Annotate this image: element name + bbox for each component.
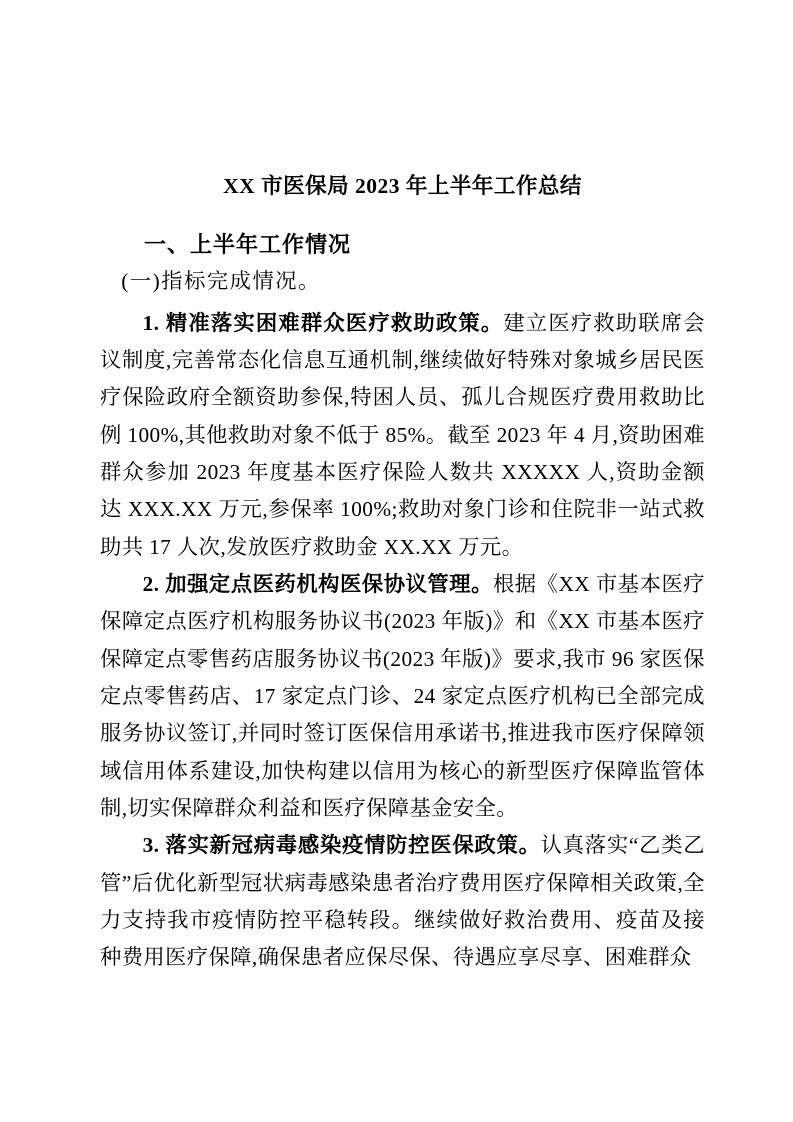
subsection-heading: (一)指标完成情况。: [121, 269, 321, 294]
paragraph-2: [100, 566, 705, 827]
paragraph-1: [100, 305, 705, 566]
paragraph-2-lead: 2. 加强定点医药机构医保协议管理。: [142, 571, 493, 596]
paragraph-1-body: 建立医疗救助联席会议制度,完善常态化信息互通机制,继续做好特殊对象城乡居民医疗保险政府全额资助参保,特困人员、孤儿合规医疗费用救助比例 100%,其他救助对象不低于 85%。截至 2023 年 4 月,资助困难群众参加 2023 年度基本医疗保险人数共 XXXXX 人,资助金额达 XXX.XX 万元,参保率 100%;救助对象门诊和住院非一站式救助共 17 人次,发放医疗救助金 XX.XX 万元。: [100, 310, 705, 559]
paragraph-2-body: 根据《XX 市基本医疗保障定点医疗机构服务协议书(2023 年版)》和《XX 市基本医疗保障定点零售药店服务协议书(2023 年版)》要求,我市 96 家医保定点零售药店、17 家定点门诊、24 家定点医疗机构已全部完成服务协议签订,并同时签订医保信用承诺书,推进我市医疗保障领域信用体系建设,加快构建以信用为核心的新型医疗保障监管体制,切实保障群众利益和医疗保障基金安全。: [100, 571, 705, 820]
paragraph-3-body: 认真落实“乙类乙管”后优化新型冠状病毒感染患者治疗费用医疗保障相关政策,全力支持我市疫情防控平稳转段。继续做好救治费用、疫苗及接种费用医疗保障,确保患者应保尽保、待遇应享尽享、困难群众: [100, 833, 705, 970]
section-heading: 一、上半年工作情况: [144, 232, 352, 257]
paragraph-3: [100, 827, 705, 976]
document-title: XX 市医保局 2023 年上半年工作总结: [223, 174, 582, 198]
paragraph-3-lead: 3. 落实新冠病毒感染疫情防控医保政策。: [142, 833, 541, 858]
paragraph-1-lead: 1. 精准落实困难群众医疗救助政策。: [142, 310, 504, 335]
